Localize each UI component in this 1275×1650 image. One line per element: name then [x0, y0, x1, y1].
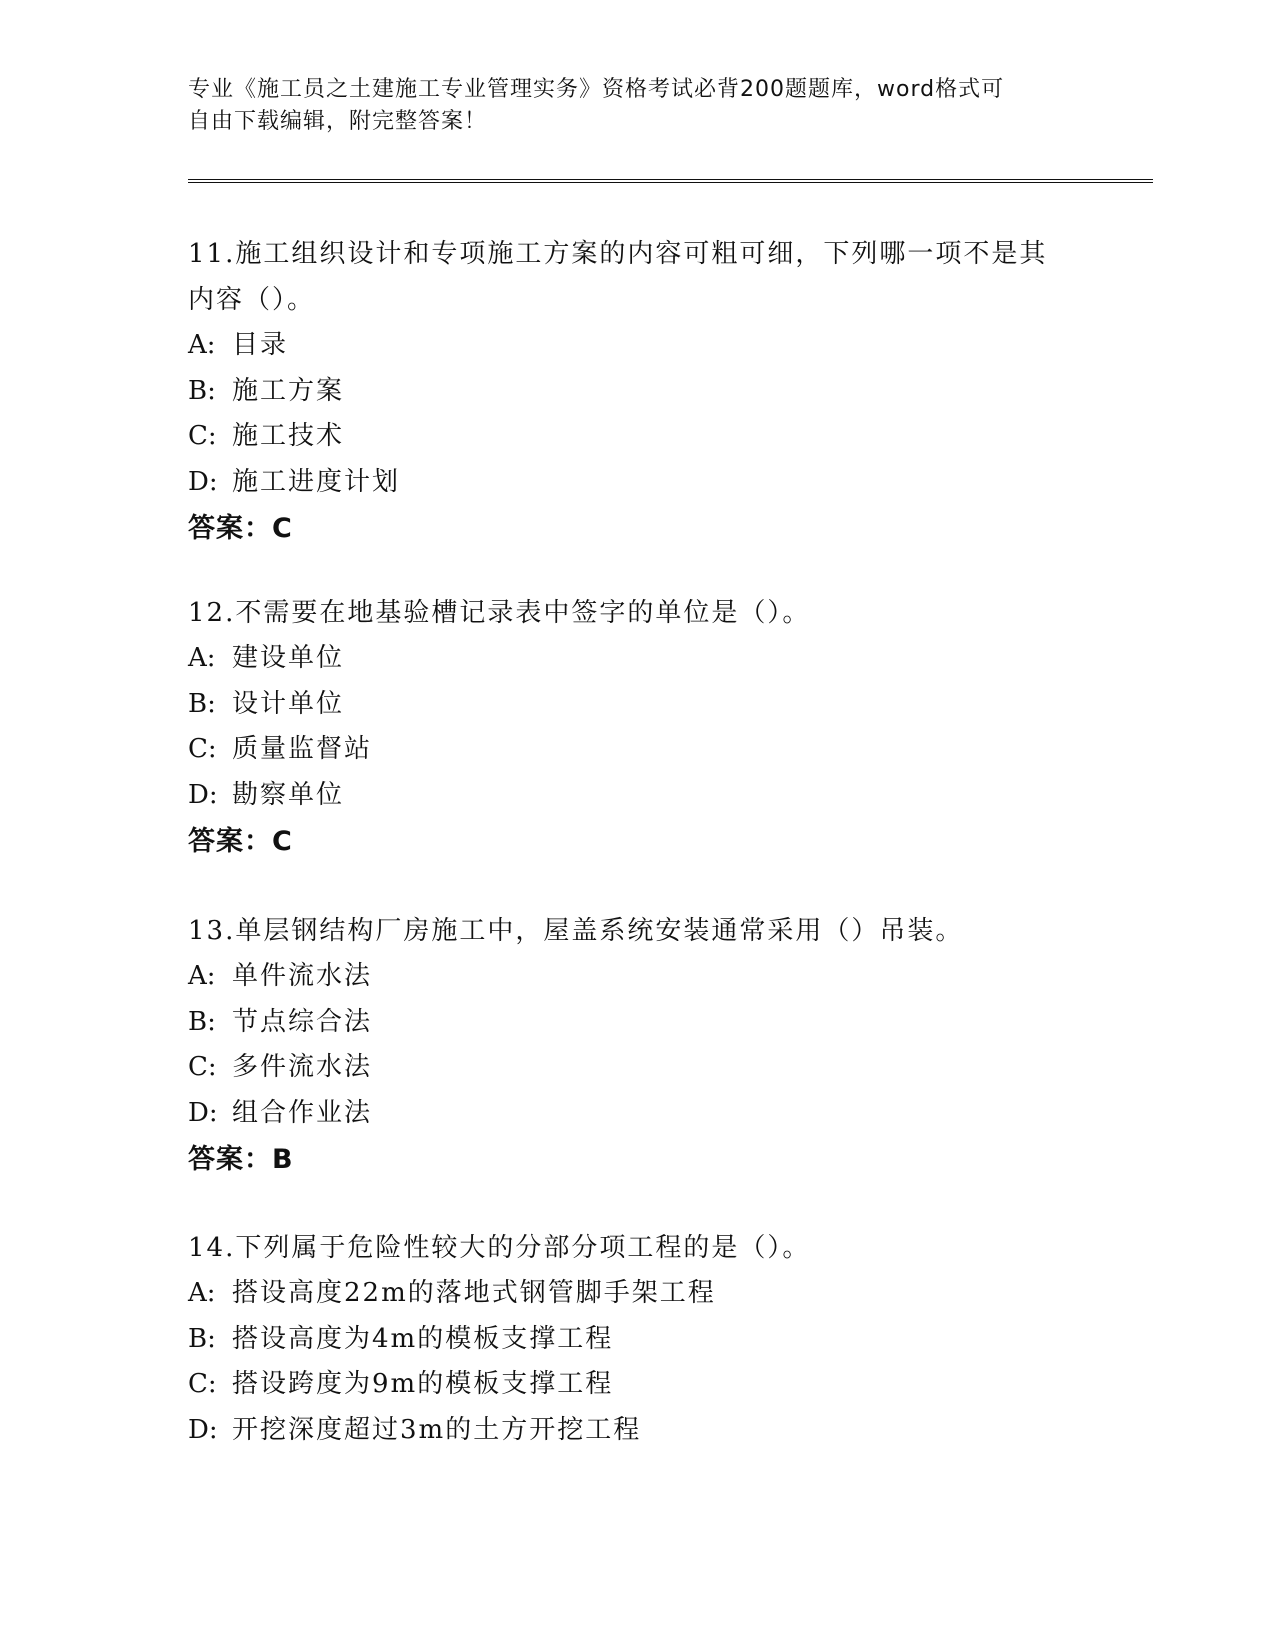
- option-text: 多件流水法: [232, 1052, 373, 1082]
- option-d: [188, 1408, 1088, 1454]
- option-key: D:: [188, 466, 218, 497]
- option-b: [188, 682, 1088, 728]
- question-stem: [188, 908, 1088, 954]
- option-b: [188, 369, 1088, 415]
- option-d: [188, 1091, 1088, 1137]
- question-stem: [188, 1225, 1088, 1271]
- option-b: [188, 1317, 1088, 1363]
- option-key: B:: [188, 1323, 216, 1354]
- question-stem-line: 13.单层钢结构厂房施工中，屋盖系统安装通常采用（）吊装。: [188, 916, 964, 946]
- answer: 答案：C: [188, 826, 293, 857]
- option-d: [188, 460, 1088, 506]
- option-text: 开挖深度超过3m的土方开挖工程: [232, 1414, 642, 1445]
- option-text: 搭设跨度为9m的模板支撑工程: [232, 1369, 614, 1399]
- question-stem: [188, 231, 1088, 323]
- option-key: C:: [188, 1052, 217, 1082]
- option-c: [188, 1362, 1088, 1408]
- header-divider-top: [188, 179, 1153, 180]
- option-text: 勘察单位: [232, 779, 345, 810]
- option-text: 设计单位: [232, 688, 345, 719]
- option-key: B:: [188, 688, 216, 719]
- option-a: [188, 954, 1088, 1000]
- option-key: A:: [188, 1278, 216, 1308]
- question-stem-line: 11.施工组织设计和专项施工方案的内容可粗可细，下列哪一项不是其: [188, 239, 1048, 269]
- option-a: [188, 1271, 1088, 1317]
- header-divider-bottom: [188, 182, 1153, 183]
- option-text: 建设单位: [232, 643, 345, 673]
- answer: 答案：C: [188, 513, 293, 544]
- question-stem-line: 14.下列属于危险性较大的分部分项工程的是（）。: [188, 1233, 811, 1263]
- question-13: [188, 908, 1088, 1180]
- option-text: 搭设高度为4m的模板支撑工程: [232, 1323, 614, 1354]
- option-c: [188, 727, 1088, 773]
- question-11: [188, 231, 1088, 549]
- option-key: A:: [188, 643, 216, 673]
- option-key: C:: [188, 421, 217, 451]
- option-key: D:: [188, 1414, 218, 1445]
- header-line-1: 专业《施工员之土建施工专业管理实务》资格考试必背200题题库，word格式可: [188, 77, 1005, 102]
- option-text: 施工方案: [232, 375, 345, 406]
- option-a: [188, 636, 1088, 682]
- option-key: A:: [188, 961, 216, 991]
- question-stem-line: 内容（）。: [188, 285, 316, 315]
- option-key: C:: [188, 734, 217, 764]
- document-header: [188, 74, 1088, 138]
- option-d: [188, 773, 1088, 819]
- option-key: D:: [188, 779, 218, 810]
- header-line-2: 自由下载编辑，附完整答案！: [188, 109, 488, 134]
- option-b: [188, 1000, 1088, 1046]
- option-key: B:: [188, 1006, 216, 1037]
- option-text: 搭设高度22m的落地式钢管脚手架工程: [232, 1278, 716, 1308]
- option-text: 节点综合法: [232, 1006, 373, 1037]
- option-key: A:: [188, 330, 216, 360]
- option-a: [188, 323, 1088, 369]
- option-c: [188, 1045, 1088, 1091]
- option-text: 组合作业法: [232, 1097, 373, 1128]
- option-key: B:: [188, 375, 216, 406]
- question-12: [188, 590, 1088, 862]
- option-text: 施工进度计划: [232, 466, 401, 497]
- question-stem-line: 12.不需要在地基验槽记录表中签字的单位是（）。: [188, 598, 811, 628]
- option-text: 施工技术: [232, 421, 345, 451]
- option-text: 目录: [232, 330, 289, 360]
- answer: 答案：B: [188, 1144, 294, 1175]
- option-text: 质量监督站: [232, 734, 373, 764]
- option-c: [188, 414, 1088, 460]
- question-14: [188, 1225, 1088, 1453]
- option-key: C:: [188, 1369, 217, 1399]
- option-text: 单件流水法: [232, 961, 373, 991]
- option-key: D:: [188, 1097, 218, 1128]
- question-stem: [188, 590, 1088, 636]
